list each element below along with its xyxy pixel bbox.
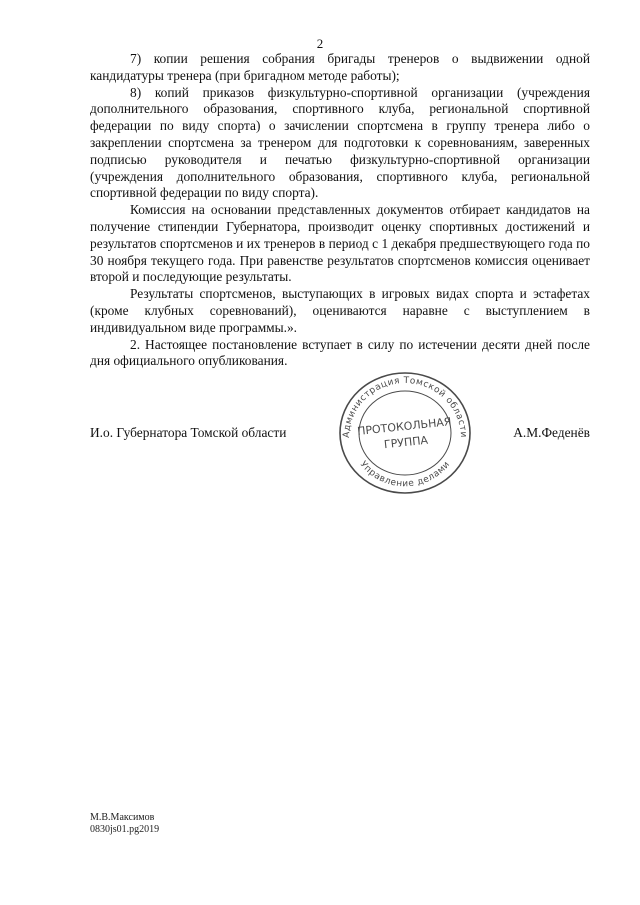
stamp-ring-top-text: Администрация Томской области [341,375,469,439]
signatory-position: И.о. Губернатора Томской области [90,425,287,440]
footer-author: М.В.Максимов [90,812,155,823]
document-footer [90,812,159,836]
stamp-center-line1: ПРОТОКОЛЬНАЯ [356,415,453,438]
document-body [90,51,590,370]
footer-file-code: 0830js01.pg2019 [90,824,160,835]
signatory-name: А.М.Феденёв [513,425,590,440]
page-number: 2 [316,36,324,51]
stamp-center-line2: ГРУППА [383,433,429,452]
paragraph-effective-date: 2. Настоящее постановление вступает в силу по истечении десяти дней после дня официального опубликования. [90,336,590,369]
stamp-ring-bottom-text: Управление делами [357,459,453,490]
official-seal-stamp [333,368,475,498]
paragraph-commission: Комиссия на основании представленных документов отбирает кандидатов на получение стипендии Губернатора, производит оценку спортивных достижений и результатов спортсменов и их тренеров в период с 1 декабря предшествующего года по 30 ноября текущего года. При равенстве результатов спортсменов комиссия оценивает второй и последующие результаты. [90,202,590,285]
paragraph-item-7: 7) копии решения собрания бригады тренеров о выдвижении одной кандидатуры тренера (при бригадном методе работы); [90,51,590,83]
paragraph-team-results: Результаты спортсменов, выступающих в игровых видах спорта и эстафетах (кроме клубных соревнований), оцениваются наравне с выступлением в индивидуальном виде программы.». [90,286,590,335]
paragraph-item-8: 8) копий приказов физкультурно-спортивной организации (учреждения дополнительного образования, спортивного клуба, региональной спортивной федерации по виду спорта) о зачислении спортсмена в группу тренера либо о закреплении спортсмена за тренером для подготовки к соревнованиям, заверенных подписью руководителя и печатью физкультурно-спортивной организации (учреждения дополнительного образования, спортивного клуба, региональной спортивной федерации по виду спорта). [90,84,590,201]
